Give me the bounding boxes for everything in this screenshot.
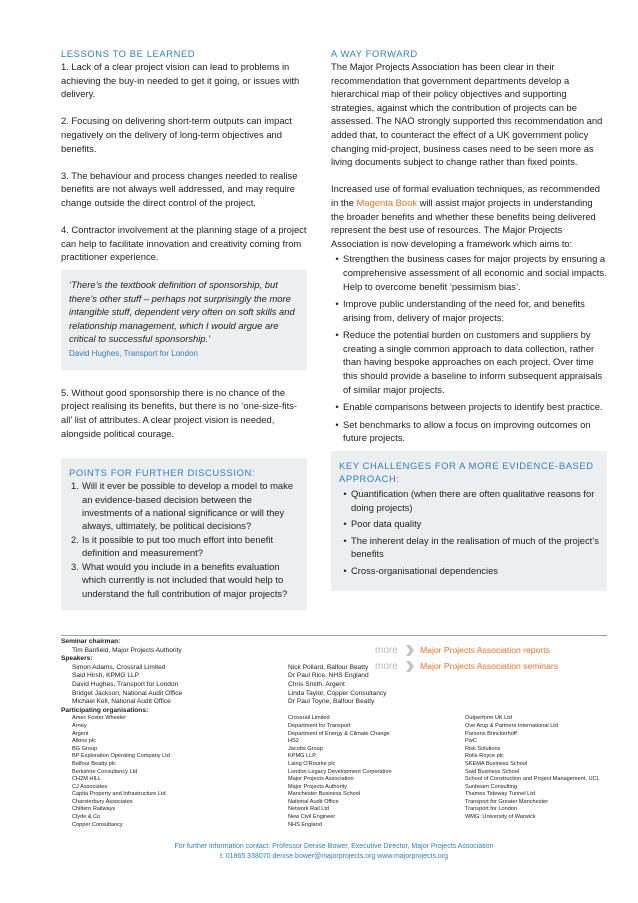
lesson-5: 5. Without good sponsorship there is no chance of the project realising its benefits, but there is no ‘one-size-fits-all’ list of attributes. A clear project vision is needed, alongside political courage. [61, 386, 298, 439]
contact-line-1: For further information contact: Professor Denise Bower, Executive Director, Major Projects Association [174, 843, 494, 850]
speakers-label: Speakers: [61, 655, 93, 663]
right-column [331, 47, 607, 591]
list-item: • Cross-organisational dependencies [343, 565, 498, 576]
quote-attribution: David Hughes, Transport for London [69, 348, 198, 358]
list-item: 2. Is it possible to put too much effort into benefit definition and measurement? [71, 533, 274, 559]
organisations-column-3: Outperform UK Ltd Ove Arup & Partners International Ltd Parsons Brinckerhoff PwC Risk Solutions Rolls-Royce plc SKEMA Business School Said Business School School of Construction and Project Management, UCL Sunbeam Consulting Thames Tideway Tunnel Ltd Transport for Greater Manchester Transport for London WMG: University of Warwick [465, 715, 600, 821]
list-item: • Quantification (when there are often qualitative reasons for doing projects) [343, 488, 595, 513]
challenges-box [331, 451, 607, 591]
quote-text: ‘There’s the textbook definition of sponsorship, but there’s other stuff – perhaps not surprisingly the more intangible stuff, dependent very often on soft skills and relationship management, which I would argue are critical to successful sponsorship.’ [69, 278, 295, 345]
speakers-column-2: Nick Pollard, Balfour Beatty Dr Paul Rice, NHS England Chris Smith, Argent Linda Taylor, Copper Consultancy Dr Paul Toyne, Balfour Beatty [288, 663, 387, 706]
speakers-column-1: Simon Adams, Crossrail Limited Said Hirsh, KPMG LLP David Hughes, Transport for London Bridget Jackson, National Audit Office Michael Kell, National Audit Office [72, 663, 183, 706]
list-item: • Poor data quality [343, 518, 422, 530]
list-item: 3. What would you include in a benefits evaluation which currently is not included that would help to understand the full contribution of major projects? [71, 560, 288, 599]
chairman-name: Tim Banfield, Major Projects Authority [72, 646, 182, 654]
list-item: • Enable comparisons between projects to identify best practice. [335, 401, 603, 413]
lesson-3: 3. The behaviour and process changes needed to realise benefits are not always well addressed, and may require change outside the direct control of the project. [61, 169, 298, 208]
seminars-link-label: Major Projects Association seminars [420, 661, 559, 671]
forward-para-2: Increased use of formal evaluation techniques, as recommended in the Magenta Book will assist major projects in understanding the broader benefits and whether these benefits being delivered represent the best use of resources. The Major Projects Association is now developing a framework which aims to: [331, 183, 600, 249]
list-item: • Set benchmarks to allow a focus on improving outcomes on future projects. [335, 418, 591, 444]
lesson-4: 4. Contractor involvement at the planning stage of a project can help to facilitate innovation and creativity coming from practitioner experience. [61, 224, 307, 263]
list-item: • Improve public understanding of the need for, and benefits arising from, delivery of major projects. [335, 298, 585, 323]
more-label: more [375, 660, 398, 672]
list-item: 1. Will it ever be possible to develop a model to make an evidence-based decision between the investments of a national significance or will they always, ultimately, be political decisions? [71, 480, 294, 532]
contact-info [61, 842, 607, 861]
reports-link-label: Major Projects Association reports [420, 645, 550, 655]
magenta-book-link[interactable]: Magenta Book [356, 196, 418, 208]
lesson-1: 1. Lack of a clear project vision can lead to problems in achieving the buy-in needed to get it going, or issues with delivery. [61, 61, 300, 100]
contact-line-2[interactable]: t: 01865 338070 denise.bower@majorprojects.org www.majorprojects.org [219, 852, 449, 860]
framework-aims-list [331, 252, 607, 445]
list-item: • The inherent delay in the realisation of much of the project’s benefits [343, 534, 599, 560]
discussion-box [61, 458, 307, 610]
discussion-heading: POINTS FOR FURTHER DISCUSSION: [69, 467, 256, 479]
speakers-list [61, 664, 607, 707]
organisations-column-1: Amec Foster Wheeler Arney Argent Atkins plc BG Group BP Exploration Operating Company Ltd Balfour Beatty plc Berkshire Consultancy Ltd CH2M HILL CJ Associates Capita Property and Infrastructure Ltd Charsterbury Associates Chiltern Railways Clyde & Co Copper Consultancy [72, 715, 170, 828]
forward-heading: A WAY FORWARD [331, 48, 418, 59]
challenges-heading: KEY CHALLENGES FOR A MORE EVIDENCE-BASED APPROACH: [339, 460, 594, 485]
lessons-heading: LESSONS TO BE LEARNED [61, 48, 196, 59]
more-label: more [375, 644, 398, 656]
challenges-list [339, 487, 601, 578]
left-column [61, 47, 307, 610]
organisations-label: Participating organisations: [61, 706, 149, 714]
forward-para-1: The Major Projects Association has been clear in their recommendation that government departments develop a hierarchical map of their policy objectives and supporting strategies, against which the contribution of projects can be assessed. The NAO strongly supported this recommendation and added that, to counteract the effect of a UK government policy changing mid-project, business cases need to be seen more as living documents subject to change rather than fixed points. [331, 61, 603, 168]
lesson-2: 2. Focusing on delivering short-term outputs can impact negatively on the delivery of long-term objectives and benefits. [61, 115, 292, 154]
list-item: • Reduce the potential burden on customers and suppliers by creating a single common approach to data collection, rather than having bespoke approaches on each project. Over time this should provide a baseline to inform subsequent appraisals of similar major projects. [335, 329, 603, 395]
chairman-label: Seminar chairman: [61, 638, 121, 645]
organisations-list [61, 715, 607, 829]
organisations-column-2: Crossrail Limited Department for Transport Department of Energy & Climate Change HS2 Jacobs Group KPMG LLP Laing O'Rourke plc London Legacy Development Corporation Major Projects Association Major Projects Authority Manchester Business School National Audit Office Network Rail Ltd New Civil Engineer NHS England [288, 715, 392, 828]
discussion-list [69, 479, 297, 600]
list-item: • Strengthen the business cases for major projects by ensuring a comprehensive assessment of all economic and social impacts. Help to overcome benefit ‘pessimism bias’. [335, 253, 607, 292]
footer [61, 638, 607, 829]
footer-divider [61, 635, 607, 636]
quote-box [61, 270, 307, 370]
